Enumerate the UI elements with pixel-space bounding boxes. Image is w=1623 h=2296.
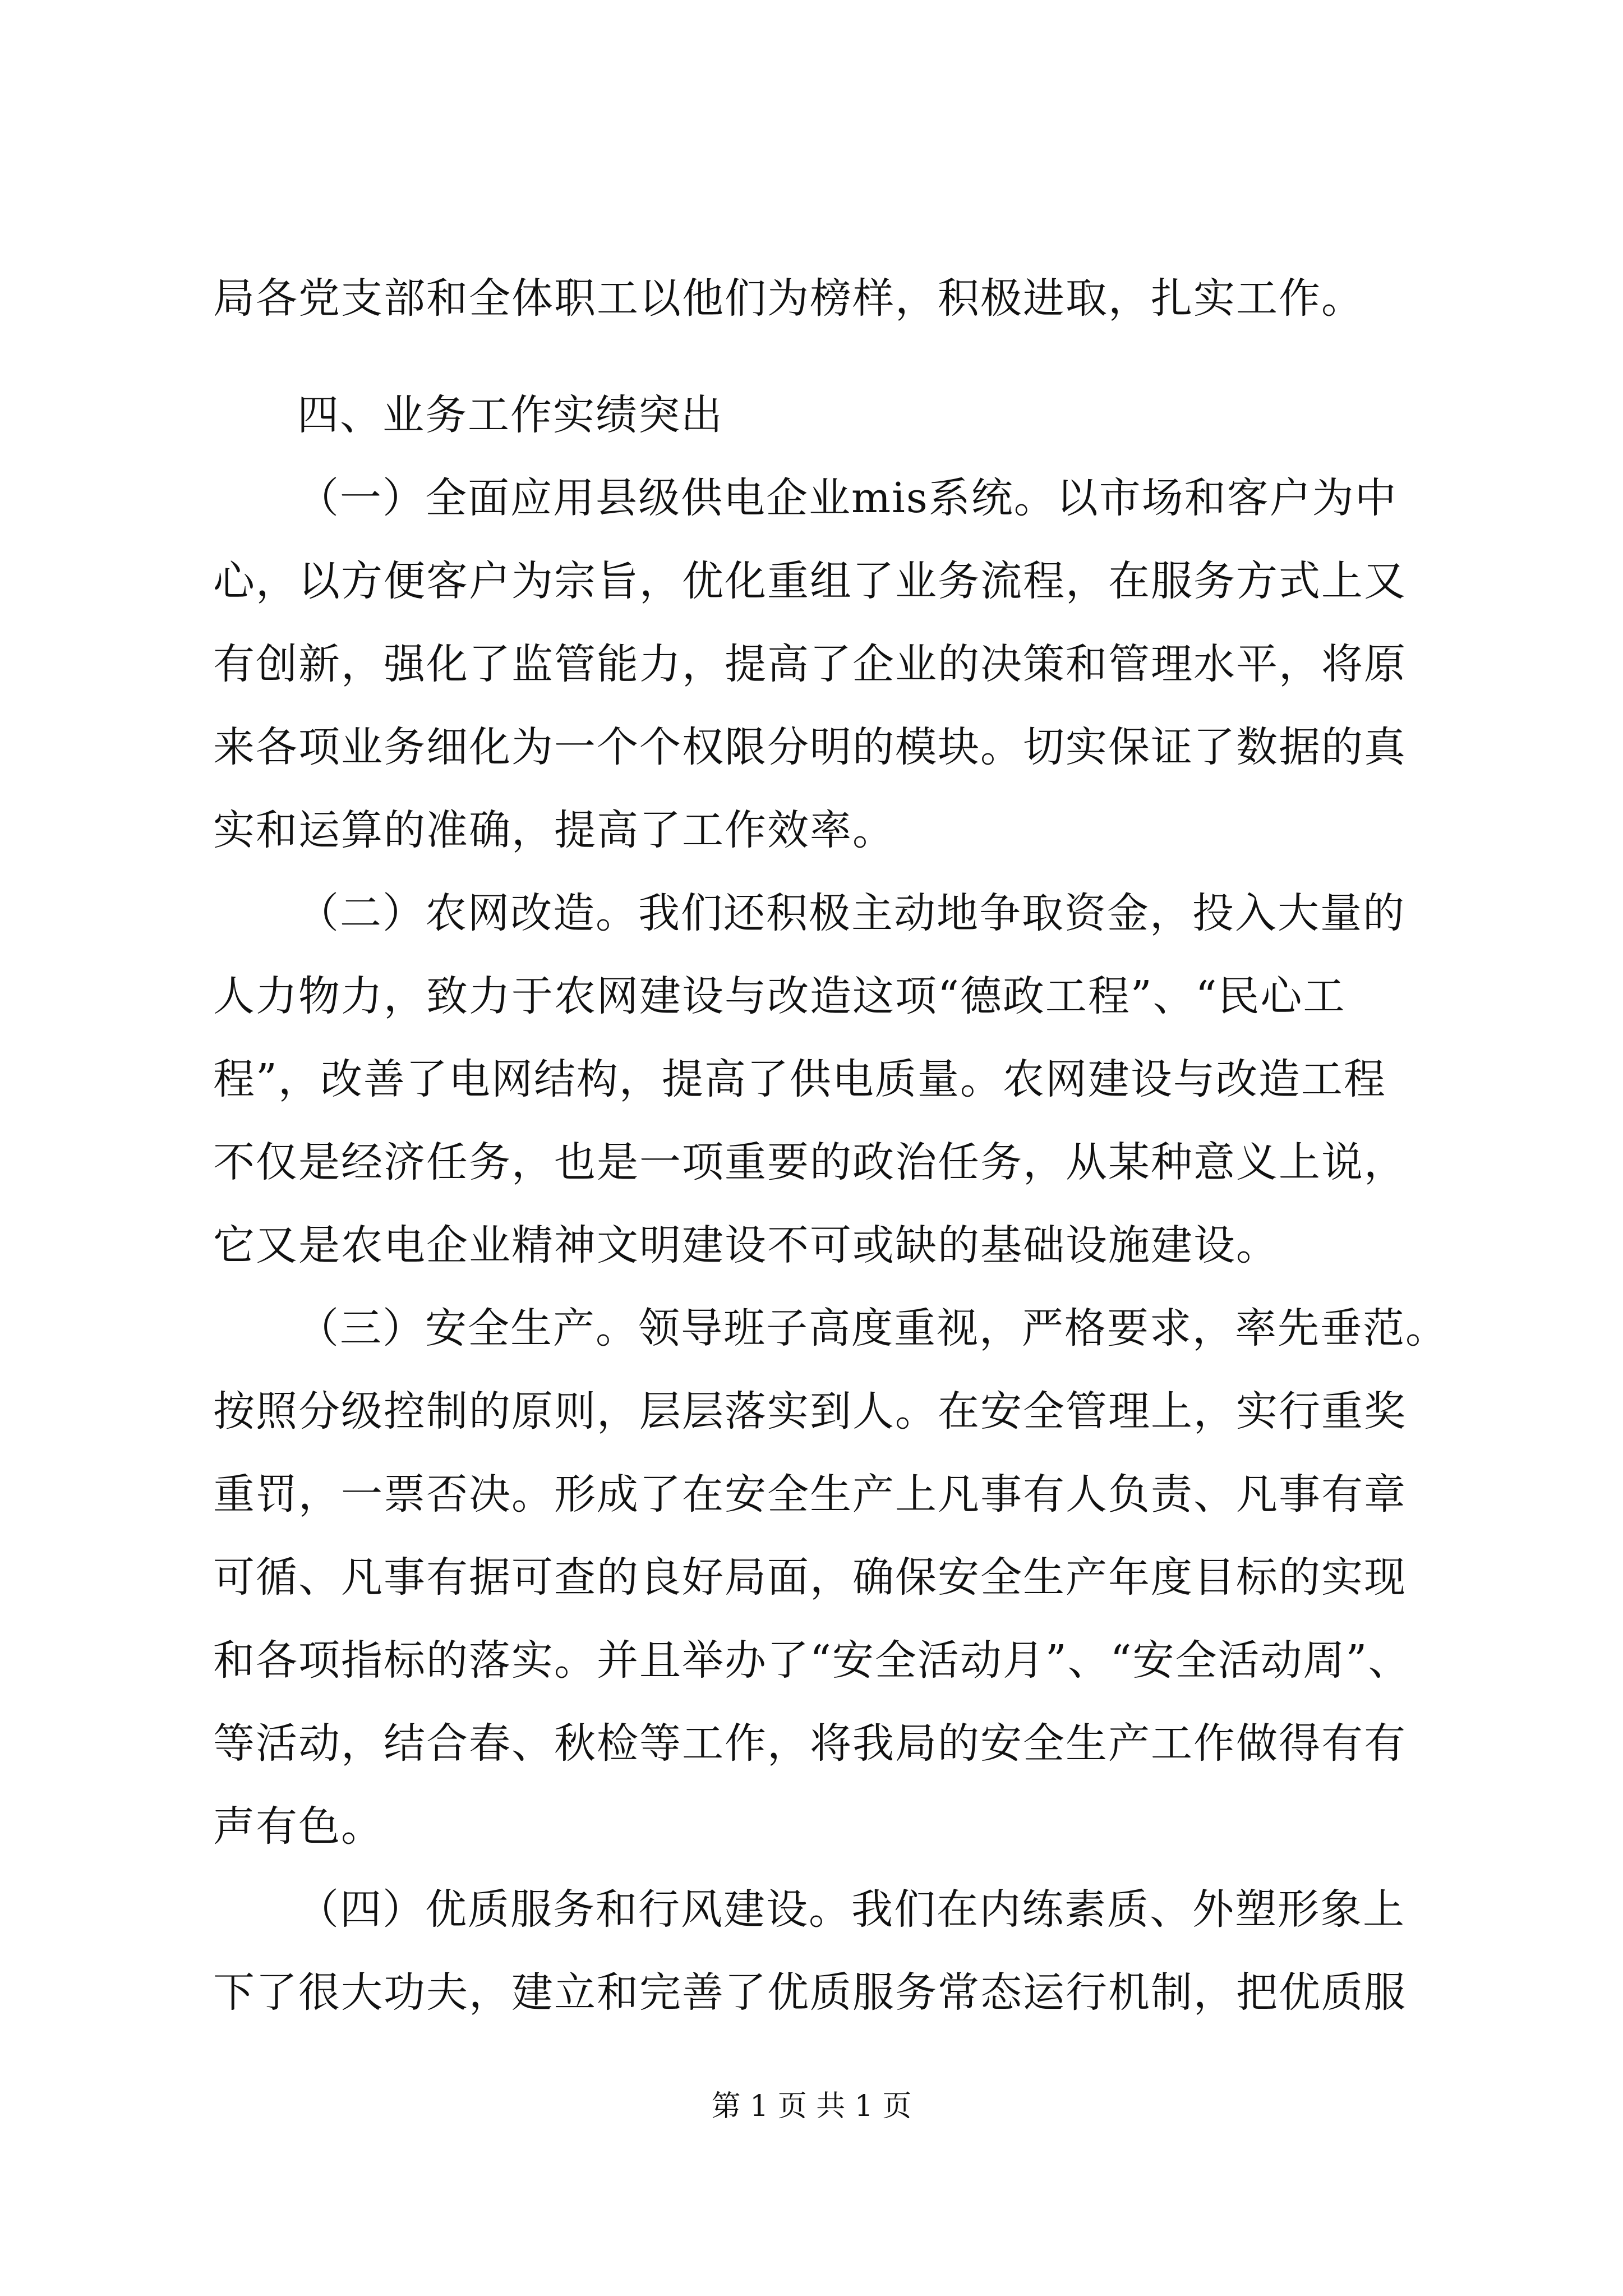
text-line-3: （一）全面应用县级供电企业mis系统。以市场和客户为中 <box>297 474 1398 522</box>
text-line-20: （四）优质服务和行风建设。我们在内练素质、外塑形象上 <box>297 1885 1405 1934</box>
text-line-15: 重罚，一票否决。形成了在安全生产上凡事有人负责、凡事有章 <box>213 1470 1407 1519</box>
text-line-16: 可循、凡事有据可查的良好局面，确保安全生产年度目标的实现 <box>213 1553 1407 1602</box>
text-line-12: 它又是农电企业精神文明建设不可或缺的基础设施建设。 <box>213 1221 1279 1269</box>
text-line-8: （二）农网改造。我们还积极主动地争取资金，投入大量的 <box>297 889 1405 937</box>
text-line-10: 程”，改善了电网结构，提高了供电质量。农网建设与改造工程 <box>213 1055 1386 1103</box>
text-line-7: 实和运算的准确，提高了工作效率。 <box>213 806 895 854</box>
text-line-9: 人力物力，致力于农网建设与改造这项“德政工程”、“民心工 <box>213 972 1346 1020</box>
text-line-6: 来各项业务细化为一个个权限分明的模块。切实保证了数据的真 <box>213 723 1407 771</box>
text-line-18: 等活动，结合春、秋检等工作，将我局的安全生产工作做得有有 <box>213 1719 1407 1768</box>
text-line-13: （三）安全生产。领导班子高度重视，严格要求，率先垂范。 <box>297 1304 1448 1352</box>
text-line-14: 按照分级控制的原则，层层落实到人。在安全管理上，实行重奖 <box>213 1387 1407 1435</box>
text-line-21: 下了很大功夫，建立和完善了优质服务常态运行机制，把优质服 <box>213 1968 1407 2017</box>
text-line-17: 和各项指标的落实。并且举办了“安全活动月”、“安全活动周”、 <box>213 1636 1411 1685</box>
text-line-1: 局各党支部和全体职工以他们为榜样，积极进取，扎实工作。 <box>213 274 1364 323</box>
text-line-4: 心，以方便客户为宗旨，优化重组了业务流程，在服务方式上又 <box>213 557 1407 605</box>
section-heading: 四、业务工作实绩突出 <box>297 391 723 439</box>
text-line-11: 不仅是经济任务，也是一项重要的政治任务，从某种意义上说， <box>213 1138 1407 1186</box>
text-line-19: 声有色。 <box>213 1802 384 1851</box>
text-line-5: 有创新，强化了监管能力，提高了企业的决策和管理水平，将原 <box>213 640 1407 688</box>
page-number-footer: 第 1 页 共 1 页 <box>711 2090 912 2123</box>
